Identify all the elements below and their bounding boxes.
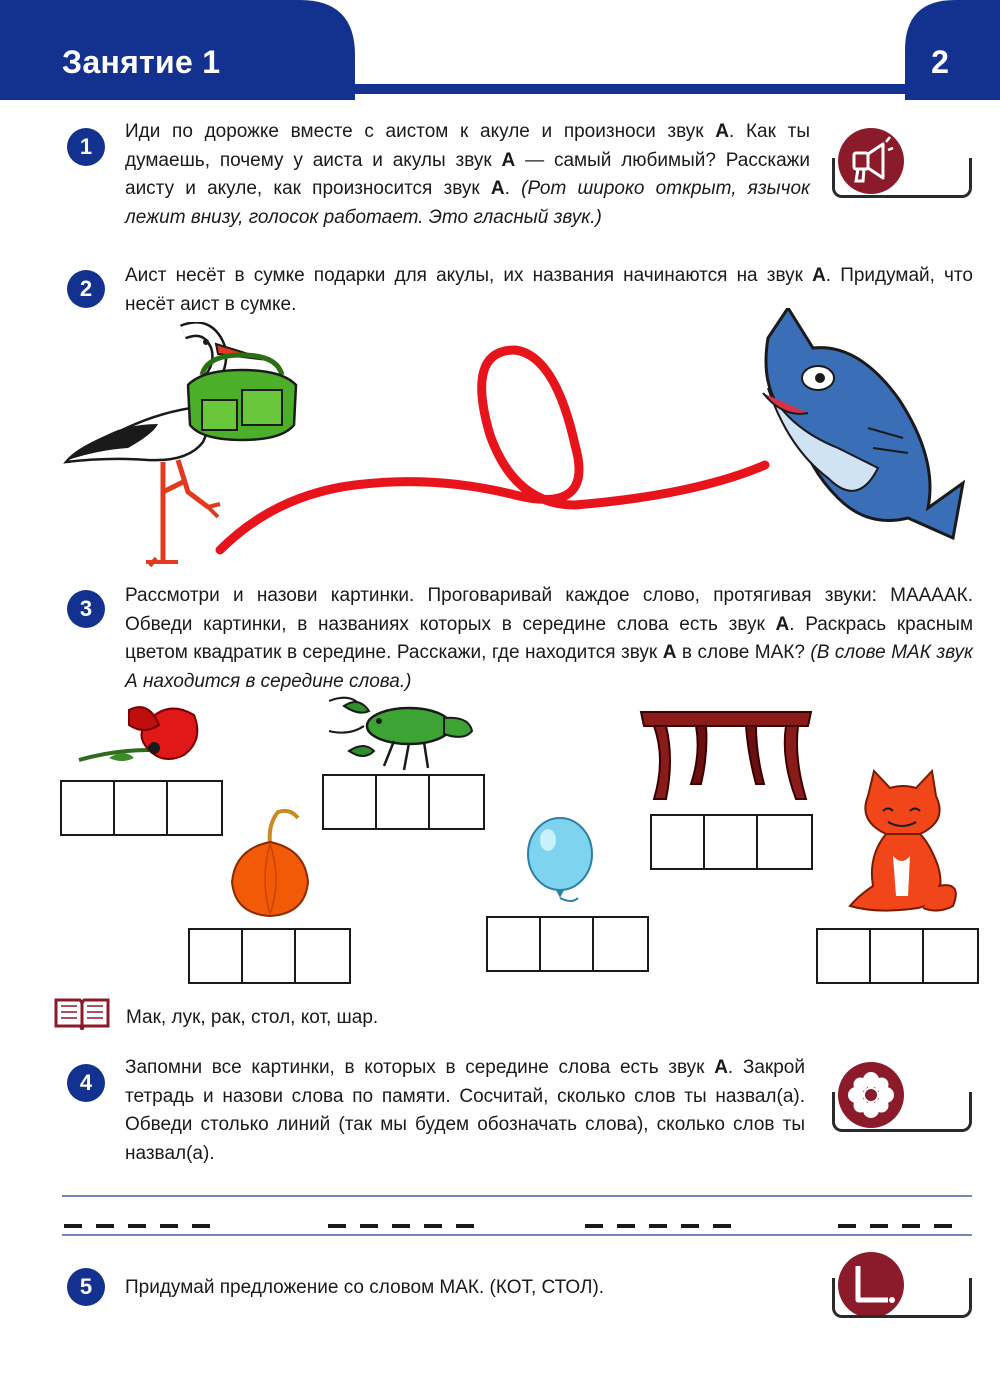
task-5-bracket bbox=[832, 1278, 972, 1318]
word-boxes-onion[interactable] bbox=[188, 928, 351, 984]
word-boxes-cat[interactable] bbox=[816, 928, 979, 984]
path-rope bbox=[215, 325, 775, 565]
lesson-title: Занятие 1 bbox=[62, 44, 221, 80]
writing-line-base bbox=[62, 1234, 972, 1236]
answer-key-text: Мак, лук, рак, стол, кот, шар. bbox=[126, 1007, 379, 1028]
word-dash-group-3 bbox=[585, 1224, 731, 1228]
page-number: 2 bbox=[931, 44, 949, 80]
task-1-bracket bbox=[832, 158, 972, 198]
task-1-text: Иди по дорожке вместе с аистом к акуле и произноси звук А. Как ты думаешь, почему у аиста и акулы звук А — самый любимый? Расскажи аисту и акуле, как произносится звук А. (Рот широко открыт, язычок лежит внизу, голосок работает. Это гласный звук.) bbox=[125, 121, 811, 228]
header-rule bbox=[340, 84, 940, 94]
task-number-4: 4 bbox=[67, 1064, 105, 1102]
task-5-text: Придумай предложение со словом МАК. (КОТ, СТОЛ). bbox=[125, 1277, 605, 1298]
cat-image bbox=[838, 766, 968, 916]
crayfish-image bbox=[324, 686, 474, 776]
word-dash-group-2 bbox=[328, 1224, 474, 1228]
task-2-text: Аист несёт в сумке подарки для акулы, их названия начинаются на звук А. Придумай, что несёт аист в сумке. bbox=[125, 265, 973, 315]
balloon-image bbox=[520, 812, 600, 912]
task-number-2: 2 bbox=[67, 270, 105, 308]
task-4-text: Запомни все картинки, в которых в середине слова есть звук А. Закрой тетрадь и назови слова по памяти. Сосчитай, сколько слов ты назвал(а). Обведи столько линий (так мы будем обозначать слова), сколько слов ты назвал(а). bbox=[125, 1057, 805, 1164]
writing-line-top bbox=[62, 1195, 972, 1197]
shark-image bbox=[748, 308, 978, 548]
word-boxes-table[interactable] bbox=[650, 814, 813, 870]
task-4-bracket bbox=[832, 1092, 972, 1132]
poppy-image bbox=[74, 700, 204, 770]
word-boxes-balloon[interactable] bbox=[486, 916, 649, 972]
task-3-text: Рассмотри и назови картинки. Проговаривай каждое слово, протягивая звуки: МААААК. Обведи картинки, в названиях которых в середине слова есть звук А. Раскрась красным цветом квадратик в середине. Расскажи, где находится звук А в слове МАК? (В слове МАК звук А находится в середине слова.) bbox=[125, 585, 974, 692]
task-number-1: 1 bbox=[67, 128, 105, 166]
onion-image bbox=[220, 804, 320, 924]
book-icon bbox=[52, 994, 112, 1034]
word-boxes-crayfish[interactable] bbox=[322, 774, 485, 830]
task-number-3: 3 bbox=[67, 590, 105, 628]
word-dash-group-4 bbox=[838, 1224, 952, 1228]
word-dash-group-1 bbox=[64, 1224, 210, 1228]
table-image bbox=[636, 704, 816, 804]
word-boxes-poppy[interactable] bbox=[60, 780, 223, 836]
task-number-5: 5 bbox=[67, 1268, 105, 1306]
